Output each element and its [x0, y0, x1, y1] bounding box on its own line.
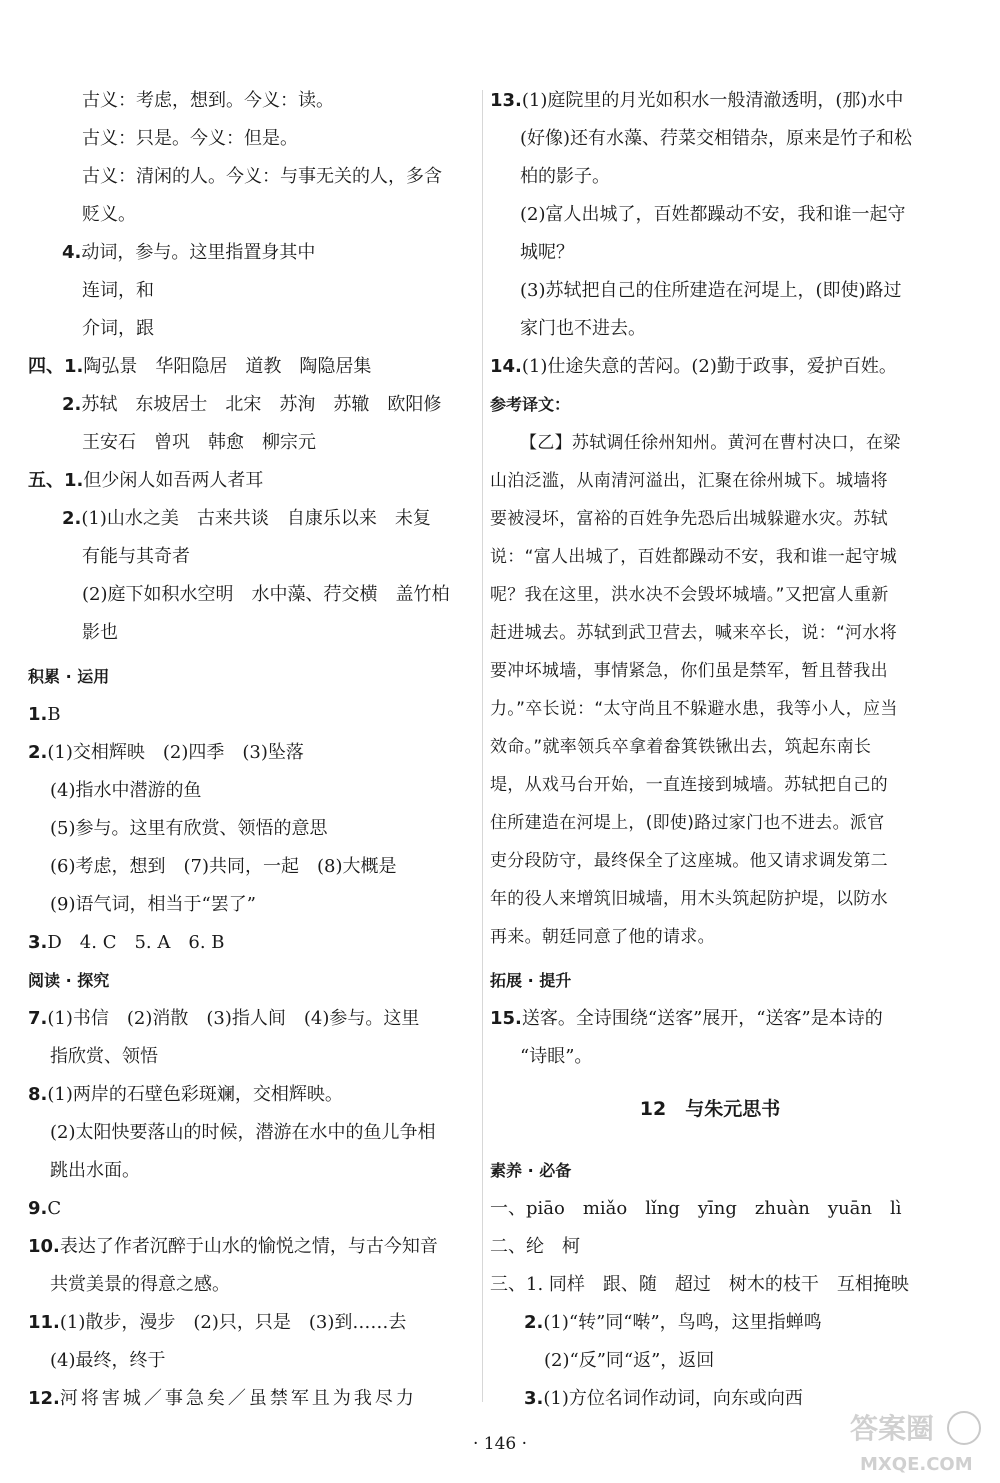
answer-text: 家门也不进去。 — [520, 318, 646, 339]
answer-line — [520, 164, 610, 190]
answer-text: (3)苏轼把自己的住所建造在河堤上，(即使)路过 — [520, 280, 902, 301]
answer-text: 柏的影子。 — [520, 166, 610, 187]
answer-text: 力。”卒长说：“太守尚且不躲避水患，我等小人，应当 — [490, 699, 898, 719]
question-number: 四、1. — [28, 356, 84, 377]
answer-text: (1)“转”同“啭”，鸟鸣，这里指蝉鸣 — [543, 1312, 822, 1333]
question-number: 11. — [28, 1312, 60, 1333]
answer-line — [82, 430, 316, 456]
answer-text: (2)富人出城了，百姓都躁动不安，我和谁一起守 — [520, 204, 906, 225]
answer-line — [490, 1234, 580, 1260]
section-heading — [28, 968, 109, 994]
answer-text: (4)最终，终于 — [50, 1350, 166, 1371]
answer-text: 陶弘景 华阳隐居 道教 陶隐居集 — [83, 356, 372, 377]
question-number: 8. — [28, 1084, 48, 1105]
answer-text: C — [47, 1198, 62, 1219]
section-heading — [490, 1158, 571, 1184]
answer-text: 古义：只是。今义：但是。 — [82, 128, 298, 149]
answer-line — [62, 506, 431, 532]
answer-text: (2)“反”同“返”，返回 — [544, 1350, 715, 1371]
answer-text: 河将害城／事急矣／虽禁军且为我尽力 — [59, 1388, 417, 1409]
answer-text: 跳出水面。 — [50, 1160, 140, 1181]
answer-text: 表达了作者沉醉于山水的愉悦之情，与古今知音 — [59, 1236, 438, 1257]
answer-text: 三、1. 同样 跟、随 超过 树木的枝干 互相掩映 — [490, 1274, 909, 1295]
answer-text: (好像)还有水藻、荇菜交相错杂，原来是竹子和松 — [520, 128, 913, 149]
section-heading-text: 阅读 · 探究 — [28, 971, 110, 990]
answer-line — [50, 816, 328, 842]
answer-line — [28, 930, 225, 956]
answer-line — [82, 164, 442, 190]
answer-line — [28, 702, 61, 728]
translation-line — [490, 582, 889, 608]
answer-line — [544, 1348, 714, 1374]
answer-line — [520, 202, 906, 228]
answer-text: (1)方位名词作动词，向东或向西 — [543, 1388, 803, 1409]
translation-line — [520, 430, 901, 456]
answer-line — [524, 1386, 803, 1412]
question-number: 7. — [28, 1008, 48, 1029]
answer-text: 堤，从戏马台开始，一直连接到城墙。苏轼把自己的 — [490, 775, 888, 795]
answer-line — [520, 278, 902, 304]
answer-line — [50, 854, 397, 880]
translation-line — [490, 696, 898, 722]
answer-text: (1)仕途失意的苦闷。(2)勤于政事，爱护百姓。 — [521, 356, 897, 377]
answer-line — [50, 1158, 140, 1184]
answer-text: 要冲坏城墙，事情紧急，你们虽是禁军，暂且替我出 — [490, 661, 888, 681]
answer-line — [50, 778, 202, 804]
answer-text: (1)书信 (2)消散 (3)指人间 (4)参与。这里 — [47, 1008, 420, 1029]
question-number: 4. — [62, 242, 82, 263]
answer-line — [520, 126, 912, 152]
question-number: 2. — [62, 394, 82, 415]
answer-line — [50, 1044, 158, 1070]
column-divider — [482, 90, 483, 1402]
section-heading — [28, 664, 109, 690]
answer-line — [28, 1082, 343, 1108]
answer-text: (2)太阳快要落山的时候，潜游在水中的鱼儿争相 — [50, 1122, 436, 1143]
question-number: 3. — [28, 932, 48, 953]
answer-line — [28, 1234, 438, 1260]
answer-text: 有能与其奇者 — [82, 546, 190, 567]
answer-line — [50, 892, 256, 918]
section-heading-text: 参考译文： — [490, 395, 571, 414]
answer-text: 送客。全诗围绕“送客”展开，“送客”是本诗的 — [521, 1008, 883, 1029]
question-number: 9. — [28, 1198, 48, 1219]
translation-line — [490, 924, 715, 950]
answer-text: 要被浸坏，富裕的百姓争先恐后出城躲避水灾。苏轼 — [490, 509, 888, 529]
answer-text: (9)语气词，相当于“罢了” — [50, 894, 256, 915]
answer-line — [82, 544, 190, 570]
answer-text: 一、piāo miǎo lǐng yīng zhuàn yuān lì — [490, 1198, 902, 1219]
answer-text: 古义：清闲的人。今义：与事无关的人，多含 — [82, 166, 442, 187]
answer-line — [62, 240, 315, 266]
answer-line — [50, 1120, 436, 1146]
answer-line — [28, 740, 304, 766]
question-number: 2. — [62, 508, 82, 529]
answer-text: (1)交相辉映 (2)四季 (3)坠落 — [47, 742, 304, 763]
answer-text: B — [47, 704, 61, 725]
answer-line — [490, 88, 903, 114]
answer-text: 年的役人来增筑旧城墙，用木头筑起防护堤，以防水 — [490, 889, 888, 909]
answer-line — [490, 1196, 902, 1222]
answer-line — [28, 1310, 406, 1336]
answer-text: 二、纶 柯 — [490, 1236, 580, 1257]
answer-line — [82, 278, 154, 304]
chapter-title — [490, 1096, 930, 1123]
answer-line — [82, 316, 154, 342]
section-heading — [490, 392, 570, 418]
answer-line — [82, 582, 450, 608]
question-number: 15. — [490, 1008, 522, 1029]
answer-line — [28, 354, 371, 380]
answer-text: 赶进城去。苏轼到武卫营去，喊来卒长，说：“河水将 — [490, 623, 898, 643]
page-number: · 146 · — [472, 1434, 528, 1454]
translation-line — [490, 544, 897, 570]
question-number: 3. — [524, 1388, 544, 1409]
answer-text: (1)两岸的石壁色彩斑斓，交相辉映。 — [47, 1084, 343, 1105]
answer-text: (5)参与。这里有欣赏、领悟的意思 — [50, 818, 328, 839]
answer-line — [82, 88, 334, 114]
answer-line — [82, 126, 298, 152]
answer-line — [490, 354, 897, 380]
section-heading-text: 素养 · 必备 — [490, 1161, 572, 1180]
chapter-title-text: 12 与朱元思书 — [639, 1098, 781, 1120]
answer-text: (4)指水中潜游的鱼 — [50, 780, 202, 801]
translation-line — [490, 886, 888, 912]
answer-text: 指欣赏、领悟 — [50, 1046, 158, 1067]
answer-line — [82, 620, 118, 646]
answer-line — [520, 1044, 592, 1070]
translation-line — [490, 658, 888, 684]
answer-text: (1)庭院里的月光如积水一般清澈透明，(那)水中 — [521, 90, 904, 111]
section-heading-text: 拓展 · 提升 — [490, 971, 572, 990]
answer-text: (1)山水之美 古来共谈 自康乐以来 未复 — [81, 508, 431, 529]
answer-text: (1)散步，漫步 (2)只，只是 (3)到……去 — [59, 1312, 407, 1333]
answer-line — [490, 1006, 883, 1032]
answer-line — [50, 1272, 230, 1298]
section-heading-text: 积累 · 运用 — [28, 667, 110, 686]
answer-line — [50, 1348, 166, 1374]
section-heading — [490, 968, 571, 994]
answer-line — [520, 240, 574, 266]
answer-line — [28, 1386, 417, 1412]
question-number: 14. — [490, 356, 522, 377]
answer-text: “诗眼”。 — [520, 1046, 593, 1067]
answer-text: 但少闲人如吾两人者耳 — [83, 470, 264, 491]
answer-line — [524, 1310, 822, 1336]
question-number: 1. — [28, 704, 48, 725]
translation-line — [490, 620, 897, 646]
answer-line — [28, 1196, 61, 1222]
answer-text: 【乙】苏轼调任徐州知州。黄河在曹村决口，在梁 — [520, 433, 901, 453]
question-number: 2. — [524, 1312, 544, 1333]
question-number: 五、1. — [28, 470, 84, 491]
answer-line — [62, 392, 441, 418]
watermark-text-en: MXQE.COM — [860, 1454, 973, 1475]
answer-text: 连词，和 — [82, 280, 154, 301]
question-number: 13. — [490, 90, 522, 111]
answer-line — [490, 1272, 909, 1298]
answer-text: (2)庭下如积水空明 水中藻、荇交横 盖竹柏 — [82, 584, 450, 605]
answer-text: 介词，跟 — [82, 318, 154, 339]
answer-text: 古义：考虑，想到。今义：读。 — [82, 90, 334, 111]
answer-text: (6)考虑，想到 (7)共同，一起 (8)大概是 — [50, 856, 397, 877]
translation-line — [490, 734, 871, 760]
answer-text: 动词，参与。这里指置身其中 — [81, 242, 316, 263]
question-number: 10. — [28, 1236, 60, 1257]
answer-text: 住所建造在河堤上，(即使)路过家门也不进去。派官 — [490, 813, 885, 833]
answer-line — [28, 1006, 419, 1032]
answer-text: 呢？我在这里，洪水决不会毁坏城墙。”又把富人重新 — [490, 585, 889, 605]
answer-line — [82, 202, 136, 228]
translation-line — [490, 468, 888, 494]
answer-text: 城呢？ — [520, 242, 574, 263]
answer-line — [28, 468, 263, 494]
answer-text: 效命。”就率领兵卒拿着畚箕铁锹出去，筑起东南长 — [490, 737, 872, 757]
watermark-text-cn: 答案圈 — [850, 1412, 935, 1445]
answer-text: 共赏美景的得意之感。 — [50, 1274, 230, 1295]
answer-text: 山泊泛滥，从南清河溢出，汇聚在徐州城下。城墙将 — [490, 471, 888, 491]
question-number: 12. — [28, 1388, 60, 1409]
answer-text: 说：“富人出城了，百姓都躁动不安，我和谁一起守城 — [490, 547, 898, 567]
translation-line — [490, 810, 884, 836]
answer-text: 影也 — [82, 622, 118, 643]
answer-text: 王安石 曾巩 韩愈 柳宗元 — [82, 432, 316, 453]
answer-text: 苏轼 东坡居士 北宋 苏洵 苏辙 欧阳修 — [81, 394, 442, 415]
answer-text: 吏分段防守，最终保全了这座城。他又请求调发第二 — [490, 851, 888, 871]
translation-line — [490, 848, 888, 874]
answer-line — [520, 316, 646, 342]
watermark-logo — [846, 1408, 986, 1478]
translation-line — [490, 506, 888, 532]
question-number: 2. — [28, 742, 48, 763]
translation-line — [490, 772, 888, 798]
answer-text: D 4. C 5. A 6. B — [47, 932, 225, 953]
answer-text: 再来。朝廷同意了他的请求。 — [490, 927, 715, 947]
answer-text: 贬义。 — [82, 204, 136, 225]
